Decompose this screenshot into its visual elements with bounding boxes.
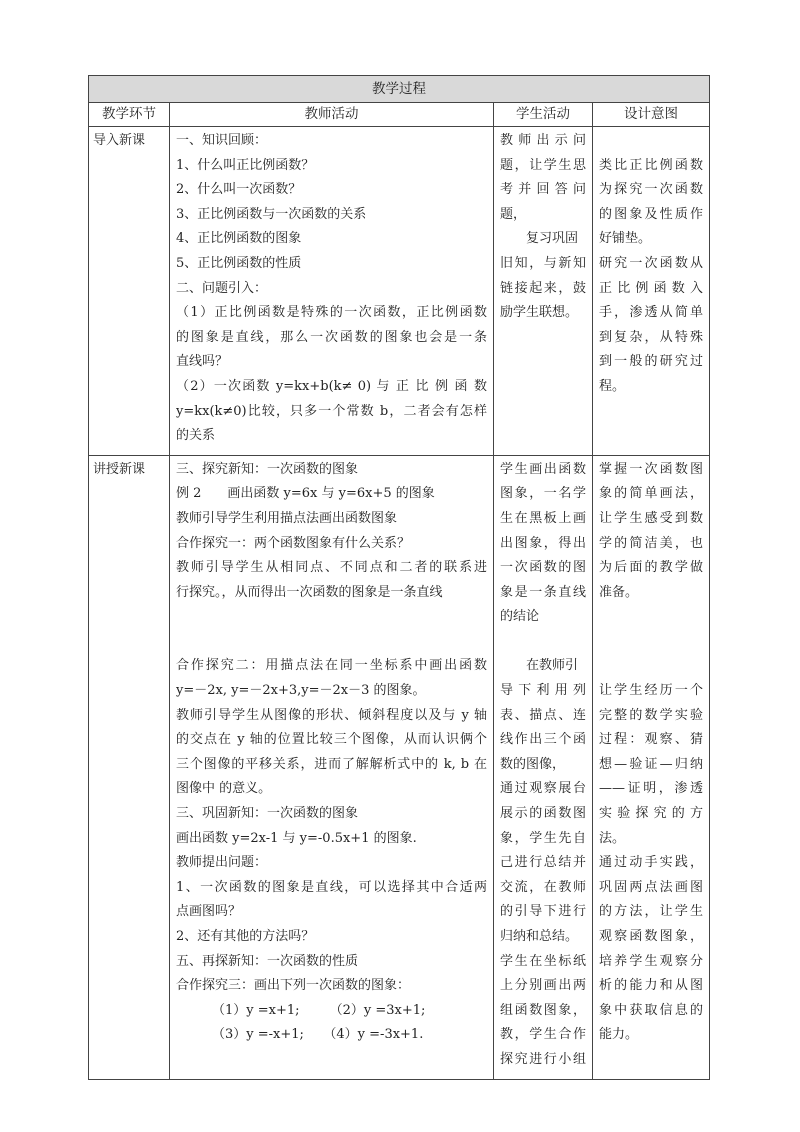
text-line: 的图象是直线，那么一次函数的图象也会是一条 xyxy=(176,329,487,345)
text-line: 教师提出问题： xyxy=(176,855,268,871)
text-line: 链接起来，鼓 xyxy=(500,280,586,296)
text-line: 励学生联想。 xyxy=(500,305,579,321)
text-line: 一、知识回顾： xyxy=(176,133,268,148)
header-teacher: 教师活动 xyxy=(170,103,494,127)
text-line: 行探究。，从而得出一次函数的图象是一条直线 xyxy=(176,584,443,600)
header-student: 学生活动 xyxy=(494,103,593,127)
table-row xyxy=(89,127,710,456)
text-line: 教，学生合作 xyxy=(500,1027,586,1043)
header-row xyxy=(89,103,710,127)
text-line: 三个图像的平移关系，进而了解解析式中的 k, b 在 xyxy=(176,756,487,772)
text-line: 在教师引 xyxy=(526,658,579,674)
text-line: 让学生感受到数 xyxy=(599,510,703,526)
text-line: 手，渗透从简单 xyxy=(599,305,703,321)
text-line: 4、正比例函数的图象 xyxy=(176,231,302,247)
text-line: 正比例函数入 xyxy=(599,280,703,296)
text-line: 归纳和总结。 xyxy=(500,929,579,944)
text-line: 教师引导学生利用描点法画出函数图象 xyxy=(176,510,398,526)
text-line: 三、探究新知：一次函数的图象 xyxy=(176,461,359,477)
text-line: 例 2 画出函数 y=6x 与 y=6x+5 的图象 xyxy=(176,486,435,502)
text-line: 类比正比例函数 xyxy=(599,157,703,173)
text-line: 1、什么叫正比例函数？ xyxy=(176,157,315,173)
text-line xyxy=(176,630,487,655)
text-line xyxy=(599,129,703,154)
text-line: 教师引导学生从相同点、不同点和二者的联系进 xyxy=(176,560,487,576)
table-title: 教学过程 xyxy=(89,76,710,103)
text-line: 数的图像， xyxy=(500,756,566,772)
text-line: 直线吗？ xyxy=(176,354,229,370)
text-line: 五、再探新知：一次函数的性质 xyxy=(176,953,359,969)
text-line: y=－2x, y=－2x+3,y=－2x－3 的图象。 xyxy=(176,683,426,699)
text-line: 好铺垫。 xyxy=(599,231,652,247)
text-line: 的引导下进行 xyxy=(500,904,586,920)
text-line: 完整的数学实验 xyxy=(599,707,703,723)
text-line: 旧知，与新知 xyxy=(500,255,586,271)
text-line xyxy=(176,605,487,630)
text-line: 的图象及性质作 xyxy=(599,206,703,222)
text-line: 展示的函数图 xyxy=(500,806,586,822)
stage-label: 讲授新课 xyxy=(93,461,146,477)
text-line: 通过动手实践， xyxy=(599,855,703,871)
text-line: 学生在坐标纸 xyxy=(500,953,586,969)
teacher-activity-cell xyxy=(170,127,494,456)
text-line: 教师出示问 xyxy=(500,133,586,148)
text-line: 线作出三个函 xyxy=(500,732,586,748)
text-line: 5、正比例函数的性质 xyxy=(176,255,302,271)
text-line: 析的能力和从图 xyxy=(599,978,703,994)
text-line: 画出函数 y=2x-1 与 y=-0.5x+1 的图象. xyxy=(176,830,417,846)
text-line: 题，让学生思 xyxy=(500,157,586,173)
text-line: 图象，一名学 xyxy=(500,486,586,502)
text-line: 学生画出函数 xyxy=(500,461,586,477)
text-line: 巩固两点法画图 xyxy=(599,879,703,895)
text-line: 法。 xyxy=(599,830,626,846)
text-line: 一次函数的图 xyxy=(500,560,586,576)
text-line: 考并回答问 xyxy=(500,182,586,198)
text-line: 2、什么叫一次函数？ xyxy=(176,182,302,198)
text-line: 到复杂，从特殊 xyxy=(599,329,703,345)
text-line: 点画图吗？ xyxy=(176,904,242,920)
text-line: 让学生经历一个 xyxy=(599,683,703,699)
text-line: 探究进行小组 xyxy=(500,1051,586,1067)
text-line: 象的简单画法， xyxy=(599,486,703,502)
text-line: 图像中 的意义。 xyxy=(176,781,272,797)
text-line: 表、描点、连 xyxy=(500,707,586,723)
text-line: 学的简洁美，也 xyxy=(599,535,703,551)
text-line: 培养学生观察分 xyxy=(599,953,703,969)
text-line: 观察函数图象， xyxy=(599,929,703,944)
text-line: 组函数图象， xyxy=(500,1002,586,1018)
text-line: 的方法，让学生 xyxy=(599,904,703,920)
text-line: 导下利用列 xyxy=(500,683,586,699)
text-line: 准备。 xyxy=(599,584,639,600)
text-line xyxy=(599,630,703,655)
text-line xyxy=(599,654,703,679)
text-line: 生在黑板上画 xyxy=(500,510,586,526)
stage-label: 导入新课 xyxy=(93,133,146,148)
text-line: 通过观察展台 xyxy=(500,781,586,797)
text-line: 1、一次函数的图象是直线，可以选择其中合适两 xyxy=(176,879,487,895)
text-line: 象，学生先自 xyxy=(500,830,586,846)
text-line: 2、还有其他的方法吗？ xyxy=(176,929,315,944)
text-line: 交流，在教师 xyxy=(500,879,586,895)
header-design: 设计意图 xyxy=(593,103,710,127)
teaching-process-table xyxy=(88,75,710,1080)
text-line: 三、巩固新知：一次函数的图象 xyxy=(176,806,359,822)
text-line: 象中获取信息的 xyxy=(599,1002,703,1018)
text-line: 到一般的研究过 xyxy=(599,354,703,370)
text-line: 的关系 xyxy=(176,428,216,444)
text-line: 3、正比例函数与一次函数的关系 xyxy=(176,206,367,222)
text-line: 实验探究的方 xyxy=(599,806,703,822)
text-line: 想—验证—归纳 xyxy=(599,756,703,772)
text-line: 合作探究一：两个函数图象有什么关系？ xyxy=(176,535,411,551)
text-line: （1）正比例函数是特殊的一次函数，正比例函数 xyxy=(176,305,487,321)
text-line: 研究一次函数从 xyxy=(599,255,703,271)
text-line: 己进行总结并 xyxy=(500,855,586,871)
text-line: 为探究一次函数 xyxy=(599,182,703,198)
text-line: ——证明，渗透 xyxy=(599,781,703,797)
text-line: 象是一条直线 xyxy=(500,584,586,600)
text-line: 复习巩固 xyxy=(526,231,579,247)
text-line xyxy=(500,630,586,655)
text-line: 的交点在 y 轴的位置比较三个图像，从而认识俩个 xyxy=(176,732,487,748)
text-line: 掌握一次函数图 xyxy=(599,461,703,477)
design-intent-cell xyxy=(593,127,710,456)
student-activity-cell xyxy=(494,455,593,1079)
text-line: （2）一次函数 y=kx+b(k≠ 0) 与 正 比 例 函 数 xyxy=(176,378,487,394)
design-intent-cell xyxy=(593,455,710,1079)
text-line: 能力。 xyxy=(599,1027,639,1043)
text-line: 合作探究三：画出下列一次函数的图象： xyxy=(176,978,411,994)
table-row xyxy=(89,455,710,1079)
text-line: 题， xyxy=(500,206,527,222)
text-line: 出图象，得出 xyxy=(500,535,586,551)
text-line: 的结论 xyxy=(500,609,540,625)
text-line: （3）y =-x+1; （4）y =-3x+1. xyxy=(212,1027,424,1043)
text-line: （1）y =x+1; （2）y =3x+1; xyxy=(212,1002,426,1018)
text-line: 合作探究二：用描点法在同一坐标系中画出函数 xyxy=(176,658,487,674)
text-line: 为后面的教学做 xyxy=(599,560,703,576)
text-line xyxy=(599,605,703,630)
text-line: 上分别画出两 xyxy=(500,978,586,994)
text-line: 教师引导学生从图像的形状、倾斜程度以及与 y 轴 xyxy=(176,707,487,723)
text-line: 程。 xyxy=(599,378,626,394)
student-activity-cell xyxy=(494,127,593,456)
text-line: y=kx(k≠0)比较，只多一个常数 b，二者会有怎样 xyxy=(176,403,487,419)
header-stage: 教学环节 xyxy=(89,103,170,127)
text-line: 过程：观察、猜 xyxy=(599,732,703,748)
text-line: 二、问题引入： xyxy=(176,280,268,296)
teacher-activity-cell xyxy=(170,455,494,1079)
